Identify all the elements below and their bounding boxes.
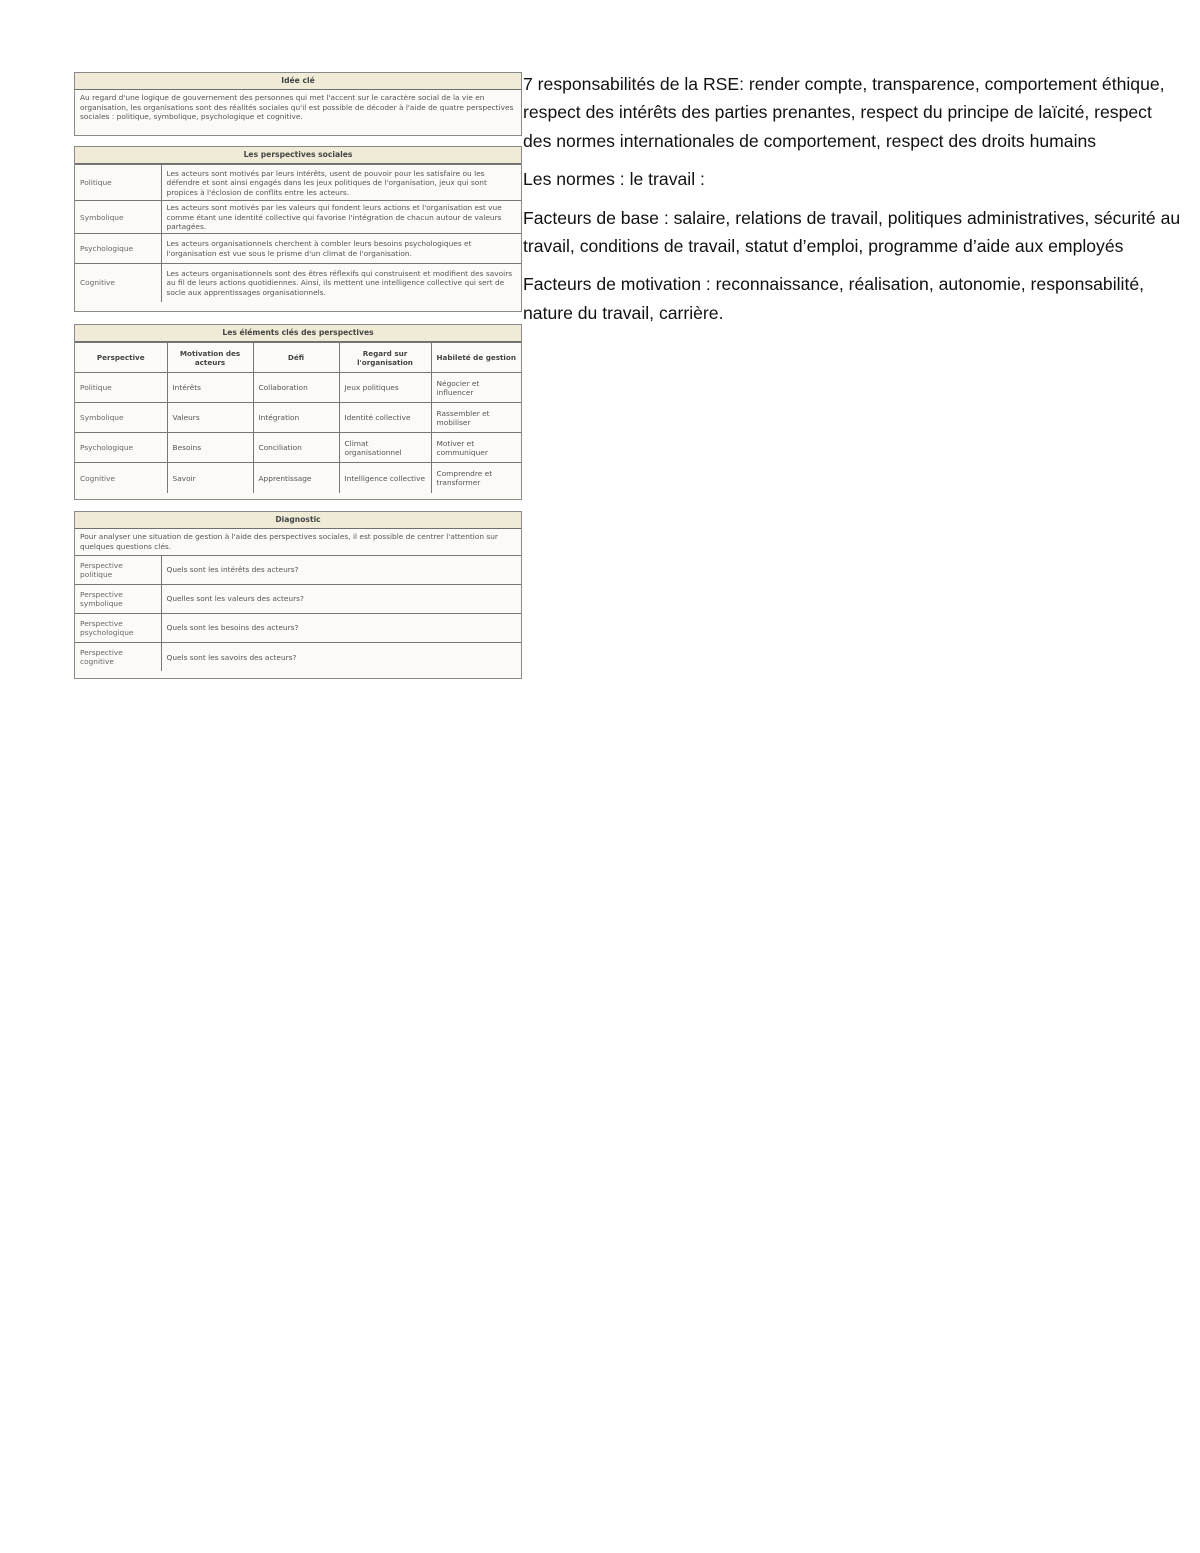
table-cell: Politique <box>75 373 167 403</box>
diagnostic-label: Perspective cognitive <box>75 642 161 671</box>
table-cell: Intelligence collective <box>339 463 431 493</box>
column-header: Motivation des acteurs <box>167 343 253 373</box>
diagnostic-question: Quels sont les besoins des acteurs? <box>161 613 521 642</box>
perspective-label: Politique <box>75 165 161 201</box>
key-elements-grid <box>75 342 521 493</box>
table-row <box>75 642 521 671</box>
perspective-description: Les acteurs sont motivés par leurs intérêts, usent de pouvoir pour les satisfaire ou les défendre et sont ainsi engagés dans les jeux politiques de l'organisation, jeux qui sont propices à l'éclosion de conflits entre les acteurs. <box>161 165 521 201</box>
column-header: Perspective <box>75 343 167 373</box>
social-perspectives-table <box>74 146 522 312</box>
diagnostic-label: Perspective symbolique <box>75 584 161 613</box>
diagnostic-question: Quelles sont les valeurs des acteurs? <box>161 584 521 613</box>
diagnostic-grid <box>75 555 521 672</box>
table-cell: Motiver et communiquer <box>431 433 521 463</box>
table-row <box>75 373 521 403</box>
perspective-label: Symbolique <box>75 201 161 234</box>
notes-text <box>523 70 1183 337</box>
perspective-label: Psychologique <box>75 234 161 264</box>
table-cell: Rassembler et mobiliser <box>431 403 521 433</box>
table-row <box>75 584 521 613</box>
diagnostic-label: Perspective psychologique <box>75 613 161 642</box>
key-idea-title: Idée clé <box>75 73 521 90</box>
table-cell: Symbolique <box>75 403 167 433</box>
table-cell: Valeurs <box>167 403 253 433</box>
table-cell: Collaboration <box>253 373 339 403</box>
social-perspectives-grid <box>75 164 521 301</box>
column-header: Habileté de gestion <box>431 343 521 373</box>
social-perspectives-title: Les perspectives sociales <box>75 147 521 164</box>
table-cell: Cognitive <box>75 463 167 493</box>
table-row <box>75 463 521 493</box>
table-row <box>75 234 521 264</box>
column-header: Regard sur l'organisation <box>339 343 431 373</box>
header-row <box>75 343 521 373</box>
table-cell: Savoir <box>167 463 253 493</box>
diagnostic-intro: Pour analyser une situation de gestion à l'aide des perspectives sociales, il est possible de centrer l'attention sur quelques questions clés. <box>80 532 498 551</box>
table-row <box>75 433 521 463</box>
table-cell: Intérêts <box>167 373 253 403</box>
perspective-label: Cognitive <box>75 264 161 302</box>
labour-standards-heading: Les normes : le travail : <box>523 169 705 190</box>
perspective-description: Les acteurs sont motivés par les valeurs qui fondent leurs actions et l'organisation est vue comme étant une identité collective qui favorise l'intégration de chacun autour de valeurs partagées. <box>161 201 521 234</box>
table-cell: Apprentissage <box>253 463 339 493</box>
perspective-description: Les acteurs organisationnels sont des êtres réflexifs qui construisent et modifient des savoirs au fil de leurs actions quotidiennes. Ainsi, ils mettent une intelligence collective qui sert de socle aux apprentissages organisationnels. <box>161 264 521 302</box>
basic-factors-paragraph: Facteurs de base : salaire, relations de travail, politiques administratives, sécurité au travail, conditions de travail, statut d’emploi, programme d’aide aux employés <box>523 207 1181 257</box>
key-idea-text: Au regard d'une logique de gouvernement des personnes qui met l'accent sur le caractère social de la vie en organisation, les organisations sont des réalités sociales qu'il est possible de décoder à l'aide de quatre perspectives sociales : politique, symbolique, psychologique et cognitive. <box>80 93 514 121</box>
diagnostic-question: Quels sont les savoirs des acteurs? <box>161 642 521 671</box>
table-row <box>75 403 521 433</box>
diagnostic-table <box>74 511 522 679</box>
motivation-factors-paragraph: Facteurs de motivation : reconnaissance, réalisation, autonomie, responsabilité, nature du travail, carrière. <box>523 274 1145 323</box>
table-cell: Identité collective <box>339 403 431 433</box>
key-idea-box <box>74 72 522 136</box>
perspective-description: Les acteurs organisationnels cherchent à combler leurs besoins psychologiques et l'organisation est vue sous le prisme d'un climat de l'organisation. <box>161 234 521 264</box>
table-row <box>75 201 521 234</box>
table-cell: Climat organisationnel <box>339 433 431 463</box>
diagnostic-label: Perspective politique <box>75 555 161 584</box>
table-row <box>75 264 521 302</box>
table-cell: Intégration <box>253 403 339 433</box>
diagnostic-title: Diagnostic <box>75 512 521 529</box>
table-cell: Négocier et influencer <box>431 373 521 403</box>
table-row <box>75 555 521 584</box>
table-row <box>75 165 521 201</box>
key-elements-table <box>74 324 522 500</box>
table-row <box>75 613 521 642</box>
table-cell: Besoins <box>167 433 253 463</box>
table-cell: Jeux politiques <box>339 373 431 403</box>
rse-responsibilities-paragraph: 7 responsabilités de la RSE: render compte, transparence, comportement éthique, respect des intérêts des parties prenantes, respect du principe de laïcité, respect des normes internationales de comportement, respect des droits humains <box>523 74 1165 151</box>
key-elements-title: Les éléments clés des perspectives <box>75 325 521 342</box>
diagnostic-question: Quels sont les intérêts des acteurs? <box>161 555 521 584</box>
table-cell: Psychologique <box>75 433 167 463</box>
table-cell: Conciliation <box>253 433 339 463</box>
column-header: Défi <box>253 343 339 373</box>
table-cell: Comprendre et transformer <box>431 463 521 493</box>
